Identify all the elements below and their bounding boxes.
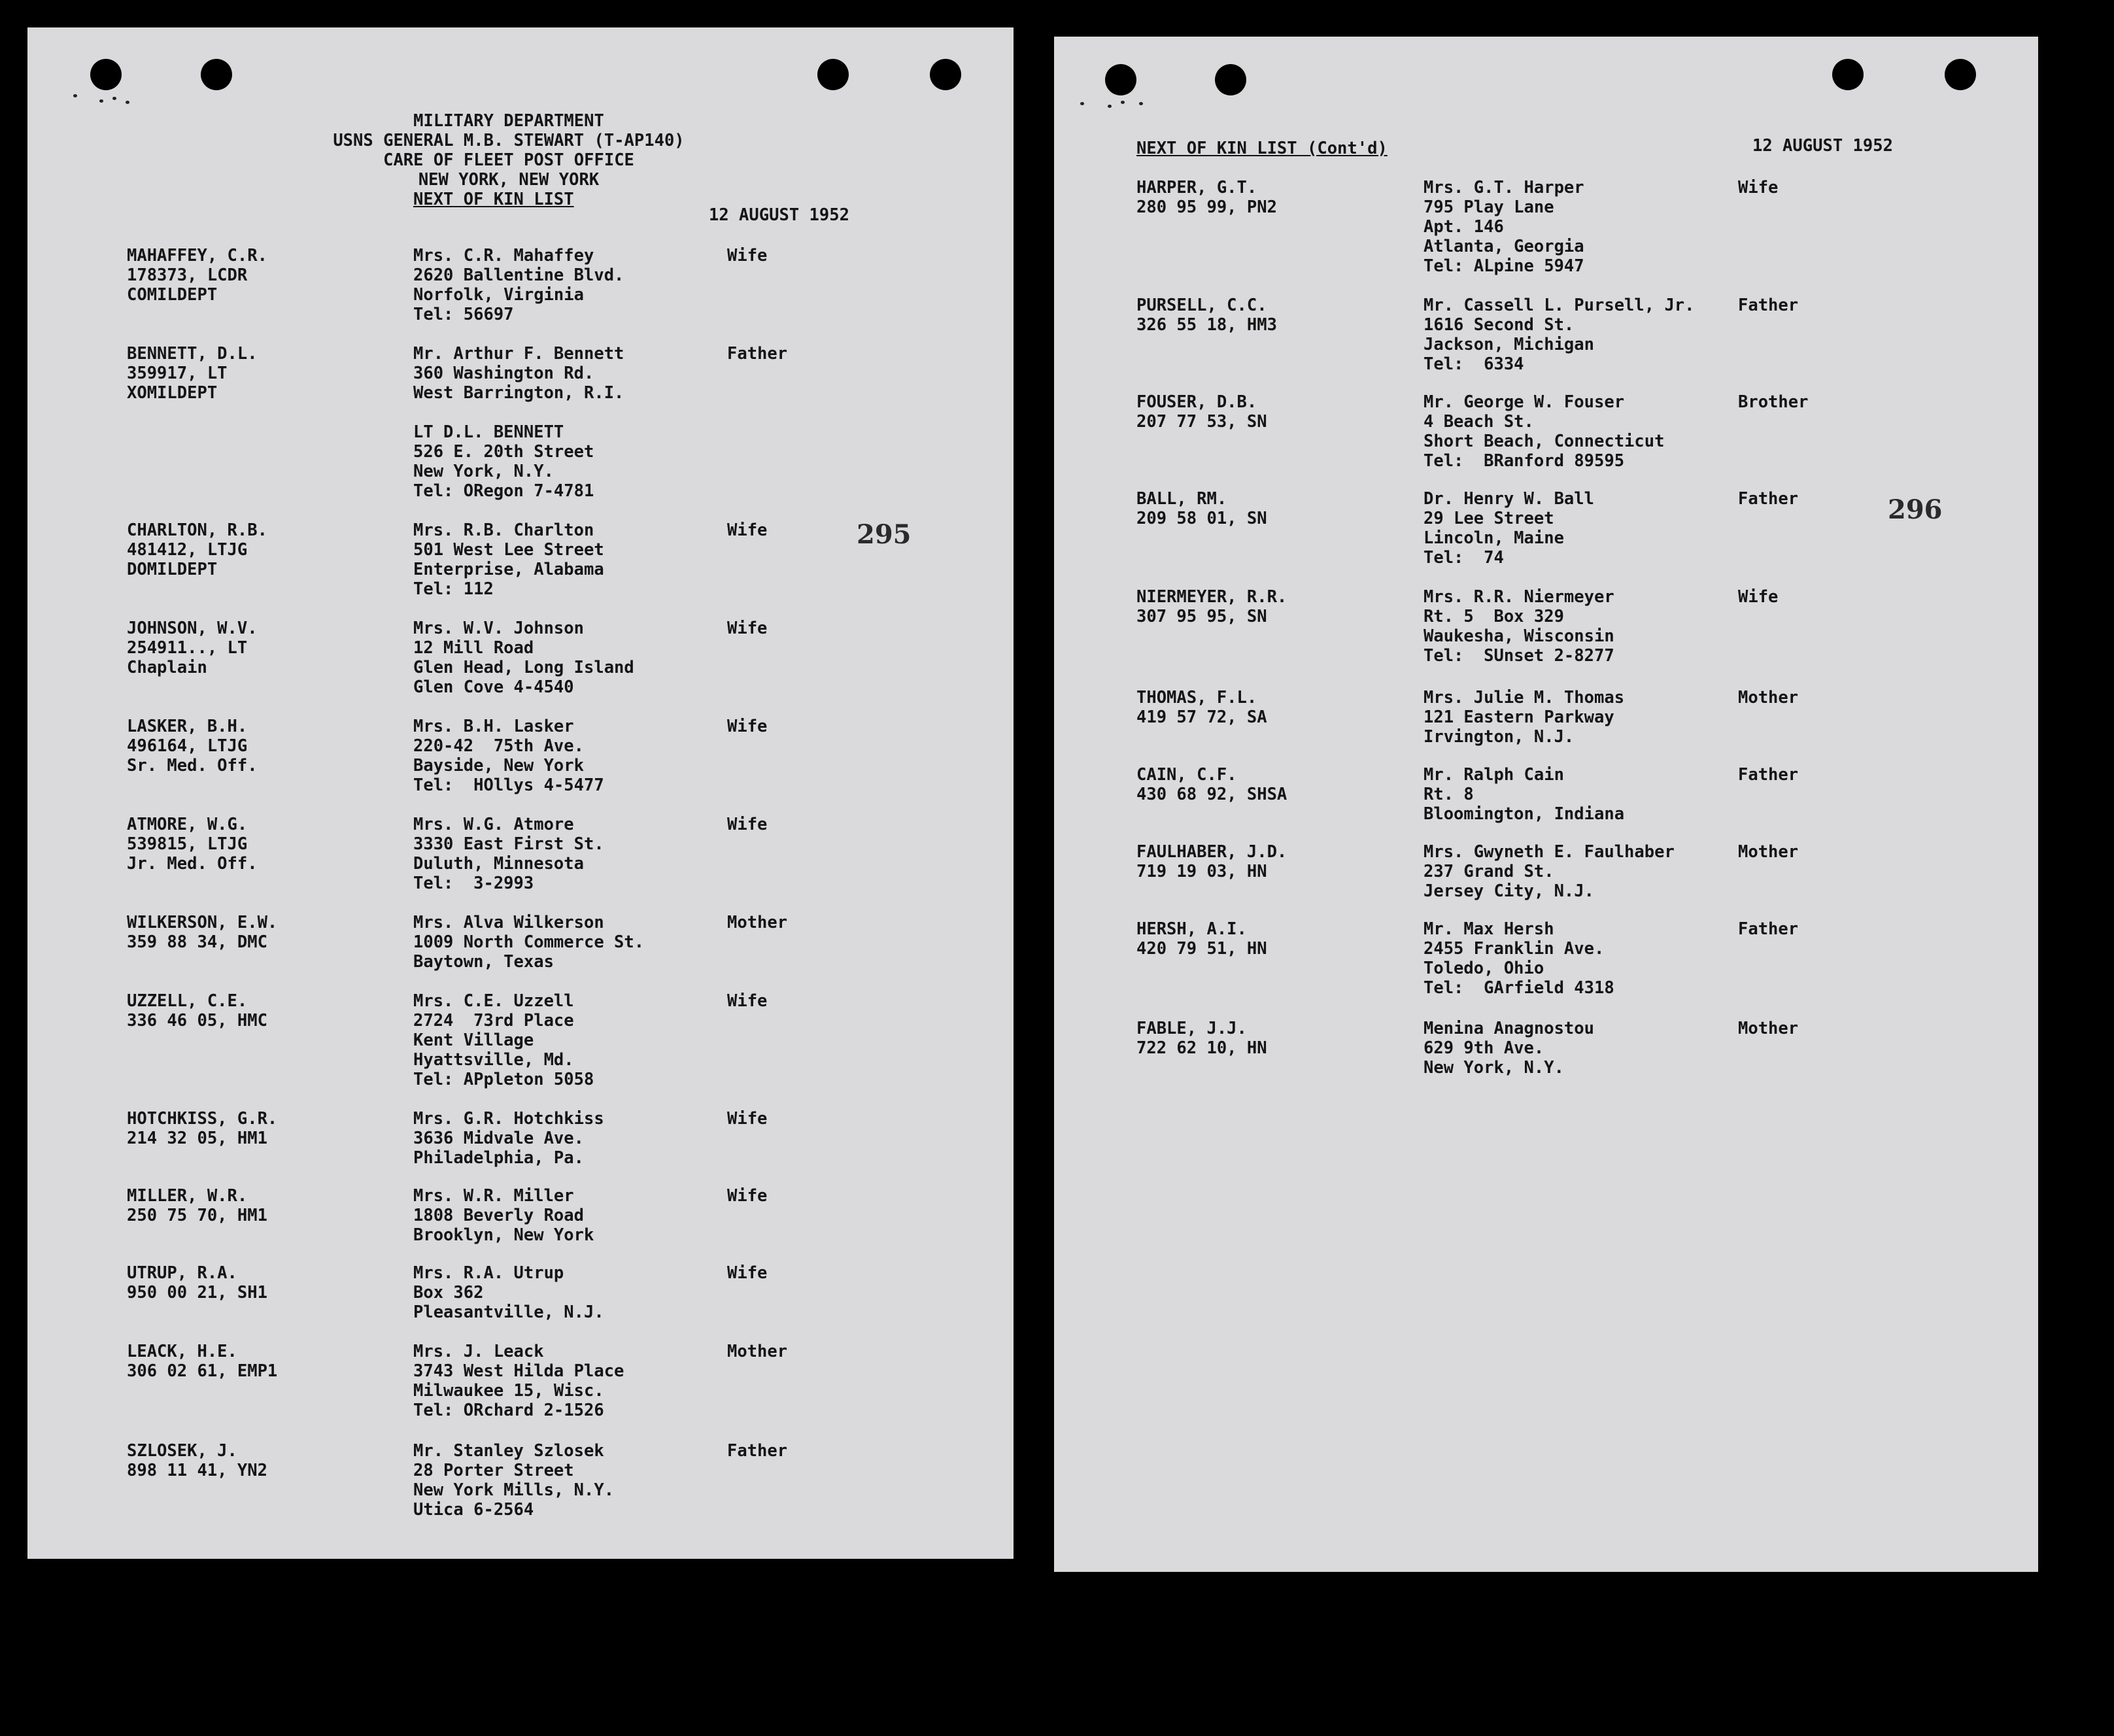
entry-relationship: Wife (727, 246, 768, 265)
entry-contact-address: Mrs. W.V. Johnson 12 Mill Road Glen Head, Long Island Glen Cove 4-4540 (413, 619, 634, 697)
entry-name-rank: CAIN, C.F. 430 68 92, SHSA (1136, 765, 1287, 804)
entry-name-rank: MAHAFFEY, C.R. 178373, LCDR COMILDEPT (127, 246, 267, 305)
entry-contact-address: Menina Anagnostou 629 9th Ave. New York, N.Y. (1424, 1019, 1594, 1078)
right-document-page (1054, 37, 2038, 1572)
entry-contact-address: Mrs. R.A. Utrup Box 362 Pleasantville, N.J. (413, 1263, 604, 1322)
entry-contact-address: Dr. Henry W. Ball 29 Lee Street Lincoln, Maine Tel: 74 (1424, 489, 1594, 568)
entry-relationship: Mother (1738, 1019, 1799, 1038)
entry-name-rank: LASKER, B.H. 496164, LTJG Sr. Med. Off. (127, 717, 258, 775)
entry-relationship: Wife (727, 717, 768, 736)
punch-hole (1832, 59, 1864, 90)
entry-name-rank: UZZELL, C.E. 336 46 05, HMC (127, 991, 267, 1030)
entry-name-rank: FABLE, J.J. 722 62 10, HN (1136, 1019, 1267, 1058)
entry-relationship: Father (1738, 489, 1799, 509)
entry-contact-address: Mr. Max Hersh 2455 Franklin Ave. Toledo, Ohio Tel: GArfield 4318 (1424, 919, 1614, 998)
entry-name-rank: UTRUP, R.A. 950 00 21, SH1 (127, 1263, 267, 1302)
entry-contact-address: Mrs. Gwyneth E. Faulhaber 237 Grand St. Jersey City, N.J. (1424, 842, 1675, 901)
entry-name-rank: WILKERSON, E.W. 359 88 34, DMC (127, 913, 278, 952)
punch-hole (817, 59, 849, 90)
entry-name-rank: SZLOSEK, J. 898 11 41, YN2 (127, 1441, 267, 1480)
entry-relationship: Wife (727, 815, 768, 834)
header-line-4: NEW YORK, NEW YORK (418, 170, 600, 190)
entry-relationship: Wife (727, 991, 768, 1011)
entry-contact-address: Mrs. Julie M. Thomas 121 Eastern Parkway Irvington, N.J. (1424, 688, 1625, 747)
list-title: NEXT OF KIN LIST (Cont'd) (1136, 139, 1388, 158)
punch-hole (1105, 64, 1136, 95)
entry-contact-address: Mrs. R.R. Niermeyer Rt. 5 Box 329 Waukesha, Wisconsin Tel: SUnset 2-8277 (1424, 587, 1614, 666)
list-title: NEXT OF KIN LIST (413, 190, 574, 209)
punch-hole (930, 59, 961, 90)
entry-contact-address: Mrs. C.R. Mahaffey 2620 Ballentine Blvd. Norfolk, Virginia Tel: 56697 (413, 246, 624, 324)
entry-relationship: Mother (727, 913, 788, 932)
entry-contact-address: Mr. George W. Fouser 4 Beach St. Short Beach, Connecticut Tel: BRanford 89595 (1424, 392, 1665, 471)
entry-relationship: Mother (727, 1342, 788, 1361)
entry-contact-address: Mrs. W.G. Atmore 3330 East First St. Duluth, Minnesota Tel: 3-2993 (413, 815, 604, 893)
entry-name-rank: FOUSER, D.B. 207 77 53, SN (1136, 392, 1267, 432)
header-line-1: MILITARY DEPARTMENT (413, 111, 604, 131)
entry-contact-address: Mr. Arthur F. Bennett 360 Washington Rd. West Barrington, R.I. LT D.L. BENNETT 526 E. 20th Street New York, N.Y. Tel: ORegon 7-4781 (413, 344, 624, 501)
entry-contact-address: Mr. Ralph Cain Rt. 8 Bloomington, Indiana (1424, 765, 1625, 824)
entry-name-rank: ATMORE, W.G. 539815, LTJG Jr. Med. Off. (127, 815, 258, 874)
entry-contact-address: Mrs. Alva Wilkerson 1009 North Commerce St. Baytown, Texas (413, 913, 645, 972)
entry-relationship: Wife (727, 1109, 768, 1129)
entry-name-rank: MILLER, W.R. 250 75 70, HM1 (127, 1186, 267, 1225)
entry-relationship: Father (727, 1441, 788, 1461)
entry-relationship: Brother (1738, 392, 1809, 412)
page-number: 295 (857, 519, 912, 550)
date: 12 AUGUST 1952 (709, 205, 849, 225)
entry-contact-address: Mr. Cassell L. Pursell, Jr. 1616 Second St. Jackson, Michigan Tel: 6334 (1424, 296, 1695, 374)
entry-contact-address: Mrs. W.R. Miller 1808 Beverly Road Brooklyn, New York (413, 1186, 594, 1245)
entry-name-rank: HOTCHKISS, G.R. 214 32 05, HM1 (127, 1109, 278, 1148)
entry-contact-address: Mrs. C.E. Uzzell 2724 73rd Place Kent Village Hyattsville, Md. Tel: APpleton 5058 (413, 991, 594, 1089)
punch-hole (1945, 59, 1976, 90)
entry-name-rank: CHARLTON, R.B. 481412, LTJG DOMILDEPT (127, 520, 267, 579)
header-line-3: CARE OF FLEET POST OFFICE (383, 150, 634, 170)
date: 12 AUGUST 1952 (1752, 136, 1893, 156)
entry-contact-address: Mrs. G.R. Hotchkiss 3636 Midvale Ave. Philadelphia, Pa. (413, 1109, 604, 1168)
entry-relationship: Wife (1738, 587, 1779, 607)
entry-name-rank: HERSH, A.I. 420 79 51, HN (1136, 919, 1267, 959)
entry-relationship: Wife (727, 619, 768, 638)
entry-name-rank: HARPER, G.T. 280 95 99, PN2 (1136, 178, 1277, 217)
entry-contact-address: Mrs. B.H. Lasker 220-42 75th Ave. Bayside, New York Tel: HOllys 4-5477 (413, 717, 604, 795)
entry-relationship: Wife (727, 1263, 768, 1283)
entry-contact-address: Mrs. R.B. Charlton 501 West Lee Street Enterprise, Alabama Tel: 112 (413, 520, 604, 599)
page-number: 296 (1888, 494, 1943, 525)
entry-name-rank: PURSELL, C.C. 326 55 18, HM3 (1136, 296, 1277, 335)
entry-name-rank: BALL, RM. 209 58 01, SN (1136, 489, 1267, 528)
entry-name-rank: JOHNSON, W.V. 254911.., LT Chaplain (127, 619, 258, 677)
entry-name-rank: THOMAS, F.L. 419 57 72, SA (1136, 688, 1267, 727)
entry-relationship: Father (1738, 765, 1799, 785)
entry-relationship: Wife (727, 520, 768, 540)
punch-hole (90, 59, 122, 90)
entry-contact-address: Mr. Stanley Szlosek 28 Porter Street New York Mills, N.Y. Utica 6-2564 (413, 1441, 615, 1520)
entry-contact-address: Mrs. G.T. Harper 795 Play Lane Apt. 146 Atlanta, Georgia Tel: ALpine 5947 (1424, 178, 1584, 276)
entry-relationship: Wife (1738, 178, 1779, 197)
entry-relationship: Mother (1738, 688, 1799, 707)
entry-name-rank: NIERMEYER, R.R. 307 95 95, SN (1136, 587, 1287, 626)
punch-hole (201, 59, 232, 90)
entry-relationship: Father (1738, 919, 1799, 939)
entry-relationship: Mother (1738, 842, 1799, 862)
entry-name-rank: FAULHABER, J.D. 719 19 03, HN (1136, 842, 1287, 881)
entry-relationship: Wife (727, 1186, 768, 1206)
entry-relationship: Father (727, 344, 788, 364)
left-document-page (27, 27, 1014, 1559)
entry-relationship: Father (1738, 296, 1799, 315)
entry-contact-address: Mrs. J. Leack 3743 West Hilda Place Milwaukee 15, Wisc. Tel: ORchard 2-1526 (413, 1342, 624, 1420)
entry-name-rank: LEACK, H.E. 306 02 61, EMP1 (127, 1342, 278, 1381)
punch-hole (1215, 64, 1246, 95)
entry-name-rank: BENNETT, D.L. 359917, LT XOMILDEPT (127, 344, 258, 403)
header-line-2: USNS GENERAL M.B. STEWART (T-AP140) (333, 131, 685, 150)
